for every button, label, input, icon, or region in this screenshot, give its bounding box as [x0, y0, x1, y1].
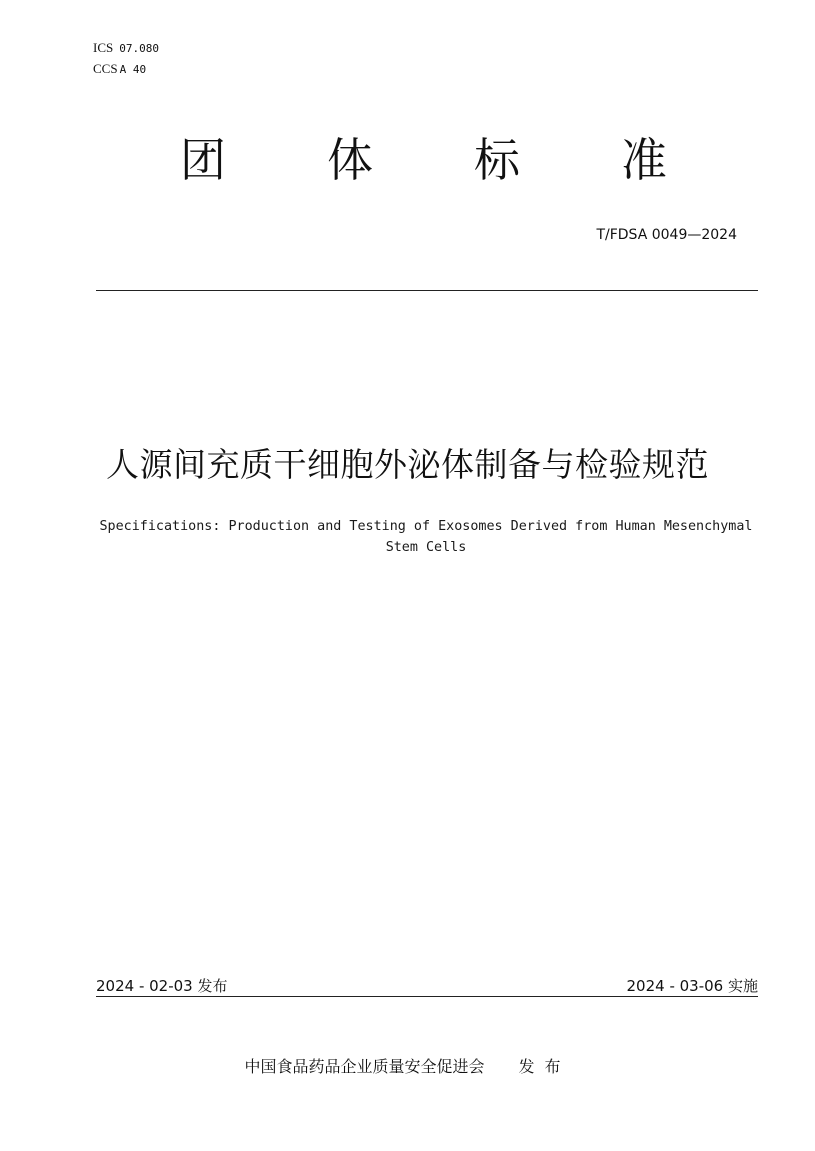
top-divider [96, 290, 758, 291]
chinese-title: 人源间充质干细胞外泌体制备与检验规范 [106, 445, 709, 484]
standard-number: T/FDSA 0049—2024 [596, 227, 737, 243]
heading-char: 体 [327, 133, 373, 187]
heading-char: 标 [474, 133, 520, 187]
publish-date: 2024 - 02-03 发布 [96, 977, 228, 995]
publisher-line [0, 1054, 815, 1077]
ccs-value: A 40 [119, 63, 147, 76]
ccs-label: CCS [93, 61, 118, 76]
standard-type-heading [0, 132, 815, 192]
publisher-name: 中国食品药品企业质量安全促进会 [244, 1057, 485, 1076]
ics-label: ICS [93, 40, 114, 55]
heading-char: 团 [180, 133, 226, 187]
bottom-divider [96, 996, 758, 997]
english-title: Specifications: Production and Testing of Exosomes Derived from Human Mesenchymal Stem Cells [99, 519, 753, 555]
ics-value: 07.080 [119, 42, 159, 55]
publisher-suffix: 发布 [518, 1057, 571, 1076]
effective-date: 2024 - 03-06 实施 [626, 977, 758, 995]
ics-code [93, 41, 159, 56]
ccs-code [93, 62, 146, 77]
heading-char: 准 [621, 133, 667, 187]
